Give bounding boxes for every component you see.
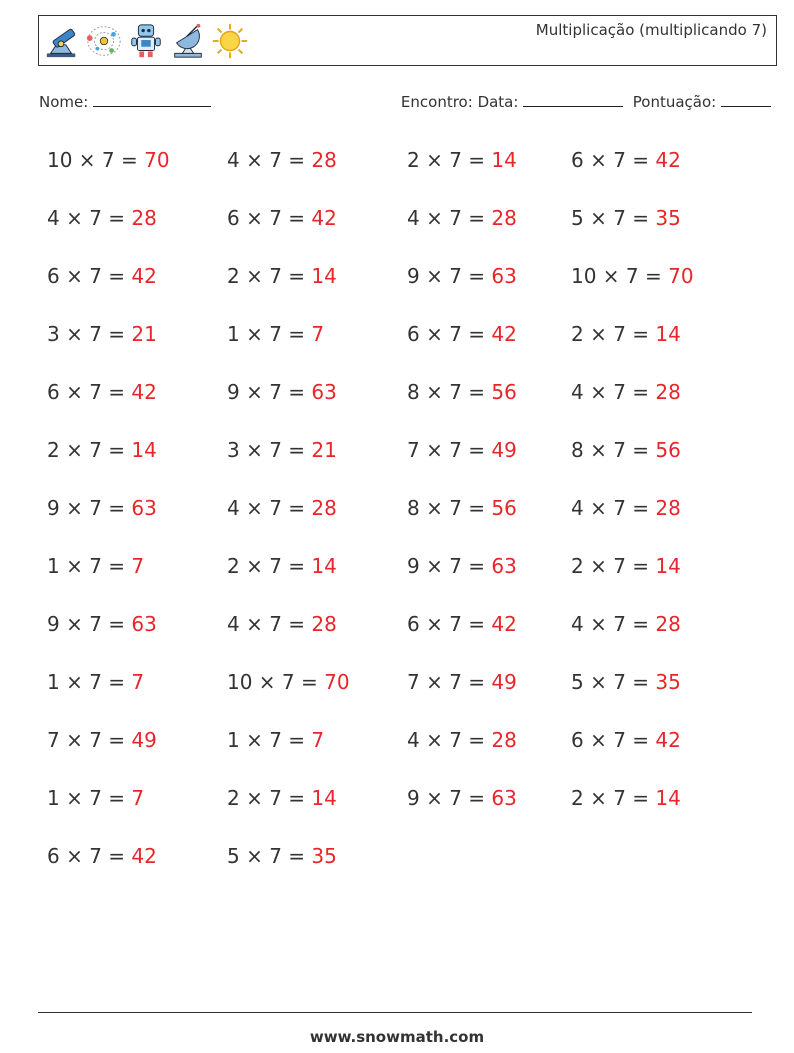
problem-question: 6 × 7 = (407, 612, 492, 636)
problem-item (407, 491, 571, 549)
problem-answer: 70 (144, 148, 170, 172)
problem-item (47, 259, 227, 317)
problem-answer: 7 (311, 322, 325, 346)
problem-item (227, 839, 407, 897)
problem-item (47, 433, 227, 491)
problem-answer: 7 (131, 670, 145, 694)
problem-question: 2 × 7 = (407, 148, 492, 172)
problem-answer: 28 (491, 728, 517, 752)
problem-question: 5 × 7 = (227, 844, 312, 868)
problem-item (571, 607, 751, 665)
satellite-dish-icon (169, 21, 207, 61)
problem-item (407, 665, 571, 723)
problem-question: 6 × 7 = (227, 206, 312, 230)
telescope-icon (43, 21, 81, 61)
problem-question: 10 × 7 = (47, 148, 145, 172)
problem-item (407, 259, 571, 317)
problem-item (571, 201, 751, 259)
problem-answer: 49 (491, 670, 517, 694)
problem-question: 1 × 7 = (227, 322, 312, 346)
problem-answer: 63 (491, 786, 517, 810)
problem-item (47, 143, 227, 201)
problem-item (571, 549, 751, 607)
problem-answer: 14 (131, 438, 157, 462)
problem-answer: 63 (131, 496, 157, 520)
footer-url: www.snowmath.com (309, 1028, 485, 1046)
problem-answer: 63 (311, 380, 337, 404)
problem-answer: 35 (655, 670, 681, 694)
solar-system-icon (85, 21, 123, 61)
problem-item (407, 375, 571, 433)
score-blank[interactable] (721, 92, 771, 107)
problem-question: 7 × 7 = (407, 438, 492, 462)
problem-question: 4 × 7 = (227, 496, 312, 520)
session-fields (401, 92, 771, 111)
problem-question: 3 × 7 = (47, 322, 132, 346)
problem-question: 9 × 7 = (47, 612, 132, 636)
problem-answer: 42 (655, 728, 681, 752)
problem-question: 7 × 7 = (407, 670, 492, 694)
problem-question: 9 × 7 = (227, 380, 312, 404)
footer-divider (38, 1012, 752, 1013)
problem-question: 2 × 7 = (227, 264, 312, 288)
problem-question: 2 × 7 = (227, 786, 312, 810)
problem-question: 4 × 7 = (571, 496, 656, 520)
problem-answer: 49 (491, 438, 517, 462)
problem-question: 8 × 7 = (407, 496, 492, 520)
problem-answer: 42 (491, 612, 517, 636)
problem-item (47, 607, 227, 665)
problem-question: 6 × 7 = (571, 148, 656, 172)
problem-answer: 28 (655, 380, 681, 404)
problem-item (47, 781, 227, 839)
problem-question: 9 × 7 = (47, 496, 132, 520)
problem-item (47, 665, 227, 723)
problem-answer: 56 (491, 496, 517, 520)
problem-item (227, 317, 407, 375)
problem-answer: 7 (131, 786, 145, 810)
problem-question: 4 × 7 = (227, 612, 312, 636)
problem-item (47, 549, 227, 607)
problem-question: 4 × 7 = (227, 148, 312, 172)
problem-item (47, 491, 227, 549)
problem-answer: 63 (491, 264, 517, 288)
problem-item (47, 317, 227, 375)
problem-item (571, 317, 751, 375)
problem-item (227, 723, 407, 781)
problem-item (227, 201, 407, 259)
problem-answer: 42 (311, 206, 337, 230)
problem-item (571, 723, 751, 781)
problem-answer: 35 (655, 206, 681, 230)
problem-item (227, 143, 407, 201)
problem-question: 2 × 7 = (571, 786, 656, 810)
problem-item (407, 317, 571, 375)
problem-item (47, 723, 227, 781)
problem-answer: 28 (311, 612, 337, 636)
date-blank[interactable] (523, 92, 623, 107)
problem-answer: 21 (311, 438, 337, 462)
problem-answer: 7 (311, 728, 325, 752)
problem-answer: 28 (655, 612, 681, 636)
problem-item (227, 781, 407, 839)
problem-answer: 42 (655, 148, 681, 172)
problem-answer: 49 (131, 728, 157, 752)
problem-answer: 14 (655, 554, 681, 578)
problem-item (407, 201, 571, 259)
problem-question: 4 × 7 = (47, 206, 132, 230)
problem-question: 2 × 7 = (571, 554, 656, 578)
problem-answer: 14 (311, 264, 337, 288)
problem-question: 5 × 7 = (571, 206, 656, 230)
problem-item (47, 201, 227, 259)
problem-grid (47, 143, 751, 897)
problem-answer: 14 (311, 786, 337, 810)
problem-question: 5 × 7 = (571, 670, 656, 694)
problem-item (227, 433, 407, 491)
date-label: Data: (477, 93, 519, 111)
problem-item (407, 549, 571, 607)
problem-question: 2 × 7 = (571, 322, 656, 346)
problem-question: 6 × 7 = (407, 322, 492, 346)
problem-item (571, 143, 751, 201)
problem-answer: 28 (311, 496, 337, 520)
problem-question: 1 × 7 = (227, 728, 312, 752)
encounter-label: Encontro: (400, 93, 473, 111)
problem-question: 2 × 7 = (47, 438, 132, 462)
name-field (39, 92, 211, 111)
problem-item (571, 491, 751, 549)
worksheet-title: Multiplicação (multiplicando 7) (535, 21, 767, 39)
problem-answer: 14 (311, 554, 337, 578)
problem-answer: 63 (131, 612, 157, 636)
problem-question: 4 × 7 = (407, 206, 492, 230)
problem-item (227, 607, 407, 665)
problem-answer: 35 (311, 844, 337, 868)
problem-question: 4 × 7 = (571, 380, 656, 404)
problem-question: 6 × 7 = (47, 264, 132, 288)
problem-item (227, 375, 407, 433)
problem-answer: 14 (491, 148, 517, 172)
problem-item (227, 259, 407, 317)
problem-question: 1 × 7 = (47, 670, 132, 694)
problem-question: 6 × 7 = (47, 844, 132, 868)
problem-item (227, 491, 407, 549)
problem-item (571, 433, 751, 491)
problem-item (407, 143, 571, 201)
problem-item (571, 781, 751, 839)
problem-question: 10 × 7 = (227, 670, 325, 694)
problem-question: 2 × 7 = (227, 554, 312, 578)
problem-question: 9 × 7 = (407, 554, 492, 578)
problem-answer: 14 (655, 786, 681, 810)
problem-answer: 63 (491, 554, 517, 578)
problem-answer: 70 (324, 670, 350, 694)
score-label: Pontuação: (632, 93, 717, 111)
problem-answer: 56 (655, 438, 681, 462)
worksheet-header (38, 15, 777, 66)
problem-item (571, 375, 751, 433)
problem-question: 10 × 7 = (571, 264, 669, 288)
problem-question: 1 × 7 = (47, 786, 132, 810)
problem-item (227, 665, 407, 723)
name-blank[interactable] (93, 92, 211, 107)
problem-answer: 28 (131, 206, 157, 230)
problem-answer: 42 (491, 322, 517, 346)
header-icons (43, 21, 249, 63)
problem-answer: 42 (131, 380, 157, 404)
problem-answer: 28 (491, 206, 517, 230)
problem-answer: 70 (668, 264, 694, 288)
problem-question: 8 × 7 = (571, 438, 656, 462)
problem-item (571, 259, 751, 317)
problem-question: 7 × 7 = (47, 728, 132, 752)
problem-question: 8 × 7 = (407, 380, 492, 404)
name-label: Nome: (39, 93, 89, 111)
problem-item (407, 723, 571, 781)
problem-answer: 42 (131, 264, 157, 288)
problem-question: 9 × 7 = (407, 786, 492, 810)
problem-answer: 14 (655, 322, 681, 346)
problem-answer: 28 (655, 496, 681, 520)
problem-item (407, 433, 571, 491)
problem-answer: 21 (131, 322, 157, 346)
problem-answer: 7 (131, 554, 145, 578)
problem-question: 1 × 7 = (47, 554, 132, 578)
problem-question: 4 × 7 = (407, 728, 492, 752)
problem-item (407, 781, 571, 839)
problem-question: 3 × 7 = (227, 438, 312, 462)
problem-question: 4 × 7 = (571, 612, 656, 636)
problem-question: 6 × 7 = (571, 728, 656, 752)
problem-item (47, 839, 227, 897)
problem-question: 9 × 7 = (407, 264, 492, 288)
problem-question: 6 × 7 = (47, 380, 132, 404)
problem-answer: 28 (311, 148, 337, 172)
problem-answer: 42 (131, 844, 157, 868)
problem-item (571, 665, 751, 723)
problem-item (47, 375, 227, 433)
problem-answer: 56 (491, 380, 517, 404)
problem-item (407, 607, 571, 665)
problem-item (227, 549, 407, 607)
robot-icon (127, 21, 165, 61)
sun-icon (211, 21, 249, 61)
